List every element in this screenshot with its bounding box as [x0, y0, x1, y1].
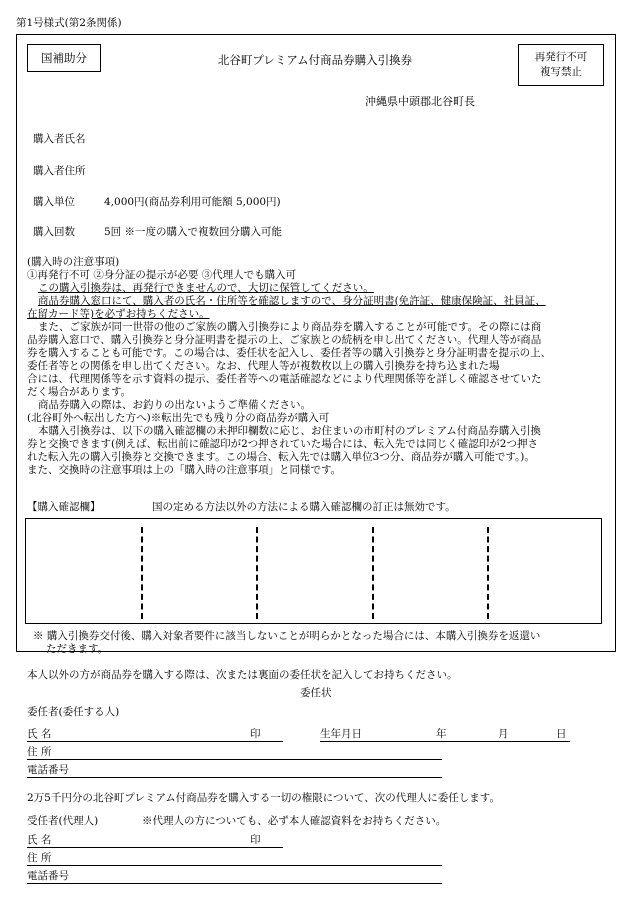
- delegate-note: ※代理人の方についても、必ず本人確認資料をお持ちください。: [142, 815, 447, 827]
- notes-line: 合には、代理関係等を示す資料の提示、委任者等への電話確認などにより代理関係等を詳しく確認させていた: [27, 373, 542, 385]
- confirm-divider: [256, 527, 258, 619]
- confirm-divider: [487, 527, 489, 619]
- notes-line: 委任者等との関係を申し出てください。なお、代理人等が複数枚以上の購入引換券を持ち込まれた場: [27, 360, 500, 372]
- birth-line[interactable]: [320, 741, 570, 742]
- delegator-phone-label: 電話番号: [27, 764, 69, 776]
- delegate-name-label: 氏 名: [27, 834, 52, 846]
- confirm-divider: [372, 527, 374, 619]
- delegation-statement: 2万5千円分の北谷町プレミアム付商品券を購入する一切の権限について、次の代理人に委任します。: [27, 792, 500, 804]
- birth-label: 生年月日: [320, 728, 362, 740]
- confirm-divider: [141, 527, 143, 619]
- delegator-address-label: 住 所: [27, 746, 52, 758]
- delegate-address-line[interactable]: [27, 865, 442, 866]
- notes-summary: ①再発行不可 ②身分証の提示が必要 ③代理人でも購入可: [27, 269, 297, 281]
- proxy-title: 委任状: [300, 687, 332, 699]
- delegate-address-label: 住 所: [27, 852, 52, 864]
- count-value: 5回 ※一度の購入で複数回分購入可能: [104, 226, 283, 238]
- delegator-name-label: 氏 名: [27, 728, 52, 740]
- delegator-address-line[interactable]: [27, 759, 442, 760]
- delegator-label: 委任者(委任する人): [27, 706, 120, 718]
- count-label: 購入回数: [33, 226, 75, 238]
- buyer-address-label: 購入者住所: [33, 165, 86, 177]
- proxy-intro: 本人以外の方が商品券を購入する際は、次または裏面の委任状を記入してお持ちください。: [27, 669, 458, 681]
- unit-label: 購入単位: [33, 196, 75, 208]
- delegate-name-line[interactable]: [27, 847, 283, 848]
- birth-year: 年: [436, 728, 447, 740]
- confirm-note: 国の定める方法以外の方法による購入確認欄の訂正は無効です。: [152, 501, 456, 513]
- no-reissue-line-1: 再発行不可: [534, 51, 588, 63]
- notes-line: 商品券購入窓口にて、購入者の氏名・住所等を確認しますので、身分証明書(免許証、健康保険証、社員証、: [38, 295, 546, 307]
- birth-month: 月: [498, 728, 509, 740]
- delegator-phone-line[interactable]: [27, 777, 442, 778]
- transfer-line: 券と交換できます(例えば、転出前に確認印が2つ押されていた場合には、転入先では同じく確認印が2つ押さ: [27, 438, 538, 450]
- delegate-phone-line[interactable]: [27, 883, 442, 884]
- notes-heading: (購入時の注意事項): [27, 256, 120, 268]
- notes-line: この購入引換券は、再発行できませんので、大切に保管してください。: [38, 282, 374, 294]
- purchase-confirm-box[interactable]: [25, 518, 602, 624]
- notes-line: 品券購入窓口で、購入引換券と身分証明書を提示の上、ご家族との続柄を申し出てください。代理人等が商品: [27, 334, 542, 346]
- confirm-label: 【購入確認欄】: [27, 501, 101, 513]
- buyer-name-label: 購入者氏名: [33, 133, 86, 145]
- birth-day: 日: [556, 728, 567, 740]
- bottom-note-line: ただきます。: [46, 643, 109, 655]
- bottom-note-line: ※ 購入引換券交付後、購入対象者要件に該当しないことが明らかとなった場合には、本購入引換券を返還い: [33, 630, 541, 642]
- delegator-seal: 印: [250, 728, 261, 740]
- notes-line: だく場合があります。: [27, 386, 132, 398]
- category-box: 国補助分: [27, 44, 101, 72]
- notes-line: 商品券購入の際は、お釣りの出ないようご準備ください。: [38, 399, 311, 411]
- form-title: 北谷町プレミアム付商品券購入引換券: [217, 53, 413, 67]
- form-number: 第1号様式(第2条関係): [16, 17, 122, 29]
- delegate-seal: 印: [250, 834, 261, 846]
- issuer: 沖縄県中頭郡北谷町長: [365, 95, 475, 108]
- unit-value: 4,000円(商品券利用可能額 5,000円): [104, 196, 281, 208]
- transfer-heading: (北谷町外へ転出した方へ)※転出先でも残り分の商品券が購入可: [27, 412, 330, 424]
- delegator-name-line[interactable]: [27, 741, 283, 742]
- transfer-line: また、交換時の注意事項は上の「購入時の注意事項」と同様です。: [27, 464, 342, 476]
- notes-line: また、ご家族が同一世帯の他のご家族の購入引換券により商品券を購入することが可能です。その際には商: [38, 321, 542, 333]
- delegate-phone-label: 電話番号: [27, 870, 69, 882]
- delegate-label: 受任者(代理人): [27, 815, 99, 827]
- no-reissue-line-2: 複写禁止: [540, 66, 582, 78]
- transfer-line: 本購入引換券は、以下の購入確認欄の未押印欄数に応じ、お住まいの市町村のプレミアム付商品券購入引換: [38, 425, 541, 437]
- notes-line: 在留カード等)を必ずお持ちください。: [27, 308, 210, 320]
- no-reissue-box: [518, 44, 604, 86]
- transfer-line: れた転入先の購入引換券と交換できます。この場合、転入先では購入単位3つ分、商品券が購入可能です。)。: [27, 451, 535, 463]
- notes-line: 券を購入することも可能です。この場合は、委任状を記入し、委任者等の購入引換券と身分証明書を提示の上、: [27, 347, 552, 359]
